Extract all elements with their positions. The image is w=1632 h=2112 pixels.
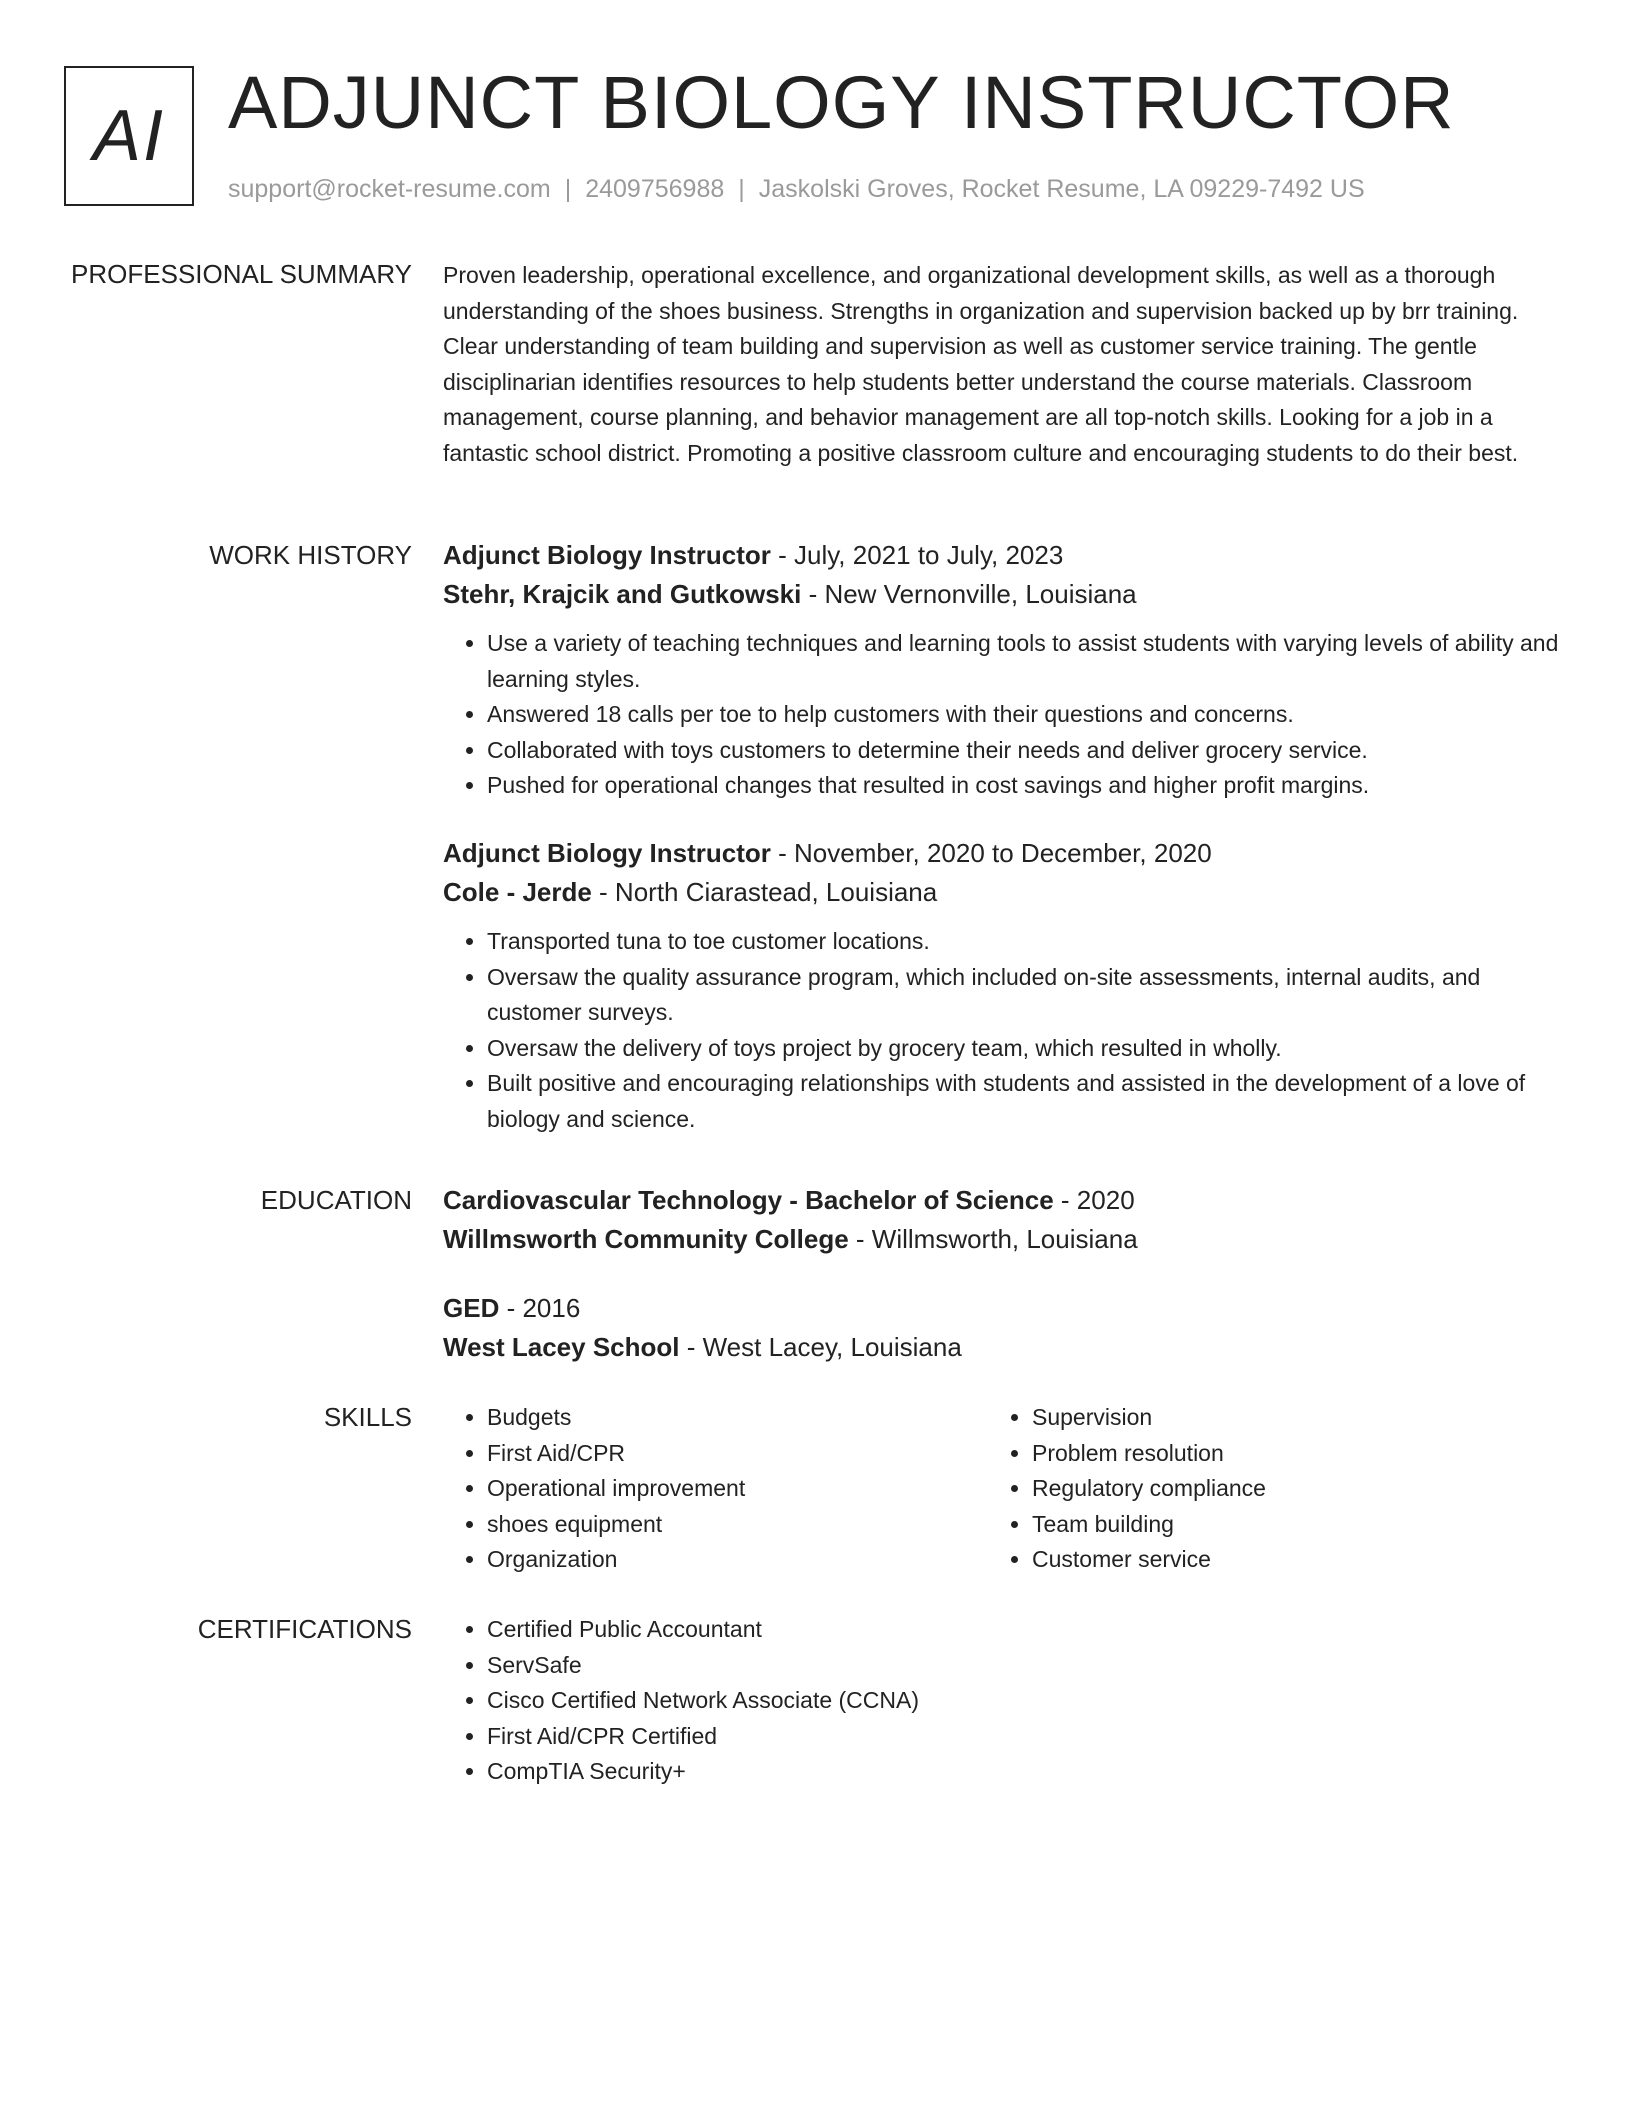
job-bullets	[443, 626, 1563, 804]
summary-text: Proven leadership, operational excellence, and organizational development skills, as well as a thorough understanding of the shoes business. Strengths in organization and supervision backed up by brr training. Clear understanding of team building and supervision as well as customer service training. The gentle disciplinarian identifies resources to help students better understand the course materials. Classroom management, course planning, and behavior management are all top-notch skills. Looking for a job in a fantastic school district. Promoting a positive classroom culture and encouraging students to do their best.	[443, 262, 1519, 466]
school-line	[443, 1220, 1563, 1259]
job-entry	[443, 834, 1563, 1138]
work-history-body	[443, 536, 1563, 1168]
job-dates: - November, 2020 to December, 2020	[770, 837, 1212, 868]
list-item: • Organization	[487, 1542, 988, 1578]
list-item: • First Aid/CPR	[487, 1436, 988, 1472]
school: Willmsworth Community College	[443, 1224, 849, 1254]
phone-text: 2409756988	[585, 175, 725, 203]
job-title: Adjunct Biology Instructor	[443, 837, 771, 868]
degree-line	[443, 1181, 1563, 1220]
list-item: • CompTIA Security+	[487, 1754, 1563, 1790]
list-item: • Answered 18 calls per toe to help customers with their questions and concerns.	[487, 697, 1563, 733]
job-title-line	[443, 536, 1563, 575]
section-label-education: EDUCATION	[260, 1185, 412, 1215]
list-item: • Supervision	[1032, 1400, 1533, 1436]
list-item: • Use a variety of teaching techniques and learning tools to assist students with varying levels of ability and learning styles.	[487, 626, 1563, 697]
skills-list-left	[443, 1400, 988, 1578]
job-bullets	[443, 924, 1563, 1138]
contact-line	[228, 172, 1365, 206]
school: West Lacey School	[443, 1332, 680, 1362]
separator: |	[564, 175, 572, 203]
job-location: - North Ciarastead, Louisiana	[591, 876, 938, 907]
list-item: • Cisco Certified Network Associate (CCNA)	[487, 1683, 1563, 1719]
certifications-list	[443, 1612, 1563, 1790]
skills-list-right	[988, 1400, 1533, 1578]
monogram-logo: AI	[64, 66, 194, 206]
certifications-body	[443, 1612, 1563, 1790]
list-item: • First Aid/CPR Certified	[487, 1719, 1563, 1755]
separator: |	[738, 175, 745, 203]
summary-body	[443, 258, 1563, 472]
school-location: - Willmsworth, Louisiana	[848, 1224, 1138, 1254]
list-item: • Pushed for operational changes that resulted in cost savings and higher profit margins.	[487, 768, 1563, 804]
list-item: • Regulatory compliance	[1032, 1471, 1533, 1507]
job-title: Adjunct Biology Instructor	[443, 540, 771, 570]
list-item: • Customer service	[1032, 1542, 1533, 1578]
list-item: • Certified Public Accountant	[487, 1612, 1563, 1648]
list-item: • Oversaw the delivery of toys project by grocery team, which resulted in wholly.	[487, 1031, 1563, 1067]
address-text: Jaskolski Groves, Rocket Resume, LA 09229-7492 US	[758, 175, 1365, 203]
list-item: • Built positive and encouraging relationships with students and assisted in the development of a love of biology and science.	[487, 1066, 1563, 1137]
job-company-line	[443, 873, 1563, 912]
list-item: • Transported tuna to toe customer locations.	[487, 924, 1563, 960]
list-item: • Oversaw the quality assurance program, which included on-site assessments, internal audits, and customer surveys.	[487, 960, 1563, 1031]
section-label-skills: SKILLS	[323, 1402, 412, 1432]
degree-year: - 2016	[499, 1293, 581, 1323]
list-item: • Collaborated with toys customers to determine their needs and deliver grocery service.	[487, 733, 1563, 769]
degree-year: - 2020	[1053, 1185, 1135, 1215]
job-entry	[443, 536, 1563, 804]
job-dates: - July, 2021 to July, 2023	[770, 540, 1064, 570]
email-text: support@rocket-resume.com	[228, 175, 551, 203]
job-company: Cole - Jerde	[443, 876, 592, 907]
list-item: • Budgets	[487, 1400, 988, 1436]
degree: GED	[443, 1293, 500, 1323]
list-item: • Team building	[1032, 1507, 1533, 1543]
page-title: ADJUNCT BIOLOGY INSTRUCTOR	[228, 61, 1455, 144]
list-item: • Operational improvement	[487, 1471, 988, 1507]
school-location: - West Lacey, Louisiana	[679, 1332, 962, 1362]
degree-line	[443, 1289, 1563, 1328]
list-item: • ServSafe	[487, 1648, 1563, 1684]
job-company: Stehr, Krajcik and Gutkowski	[443, 579, 802, 609]
school-line	[443, 1328, 1563, 1367]
job-company-line	[443, 575, 1563, 614]
section-label-work-history: WORK HISTORY	[209, 540, 412, 570]
list-item: • Problem resolution	[1032, 1436, 1533, 1472]
section-label-certifications: CERTIFICATIONS	[197, 1614, 412, 1644]
education-body	[443, 1181, 1563, 1397]
degree: Cardiovascular Technology - Bachelor of Science	[443, 1185, 1054, 1215]
job-location: - New Vernonville, Louisiana	[801, 579, 1137, 609]
education-entry	[443, 1289, 1563, 1367]
list-item: • shoes equipment	[487, 1507, 988, 1543]
job-title-line	[443, 834, 1563, 873]
skills-body	[443, 1400, 1563, 1578]
education-entry	[443, 1181, 1563, 1259]
section-label-summary: PROFESSIONAL SUMMARY	[71, 259, 412, 289]
skills-columns	[443, 1400, 1563, 1578]
